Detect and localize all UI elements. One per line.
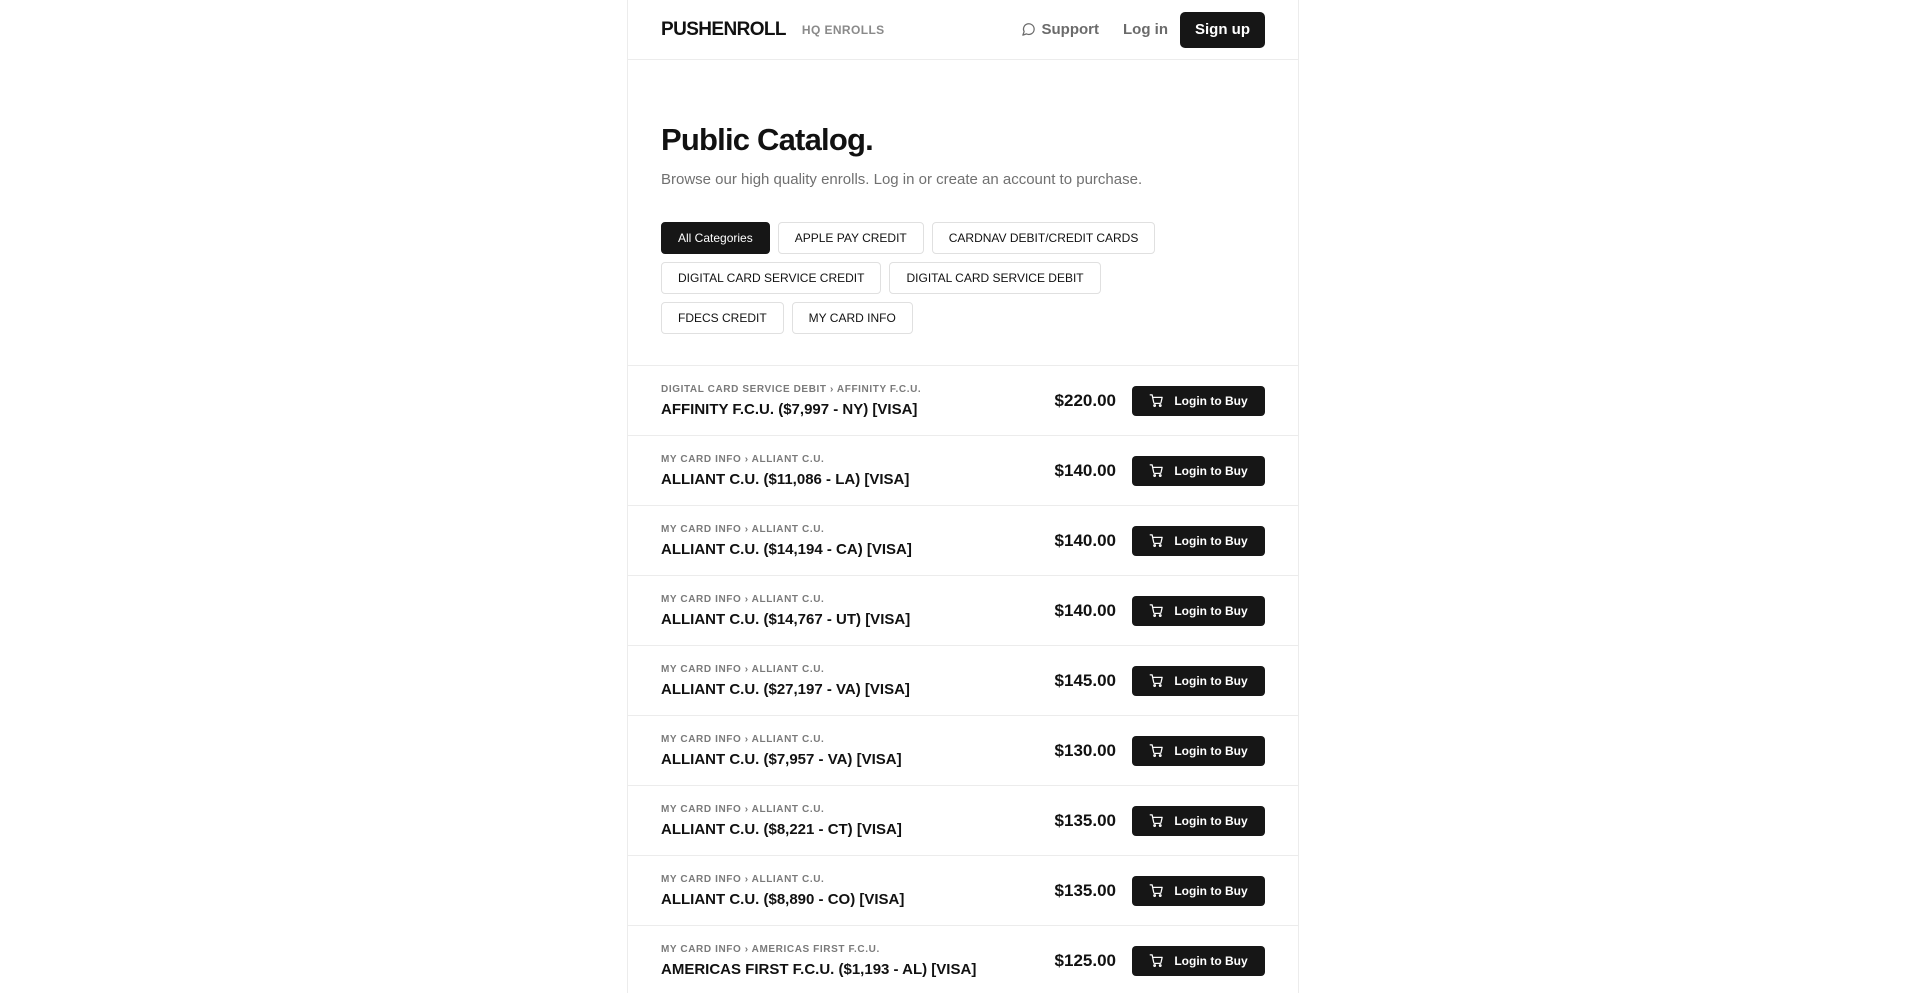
- brand-logo[interactable]: PUSHENROLL: [661, 18, 786, 40]
- product-title: ALLIANT C.U. ($14,767 - UT) [VISA]: [661, 610, 911, 628]
- product-info: [661, 454, 1055, 488]
- login-to-buy-button[interactable]: [1132, 946, 1265, 976]
- product-info: [661, 944, 1055, 978]
- product-info: [661, 664, 1055, 698]
- product-price: $220.00: [1054, 390, 1116, 410]
- filter-fdecs-credit[interactable]: FDECS CREDIT: [661, 302, 784, 334]
- product-breadcrumb: MY CARD INFO › ALLIANT C.U.: [661, 873, 825, 885]
- product-info: [661, 594, 1055, 628]
- product-title: AMERICAS FIRST F.C.U. ($1,193 - AL) [VISA]: [661, 960, 977, 978]
- product-info: [661, 524, 1055, 558]
- cart-icon: [1149, 743, 1164, 758]
- product-breadcrumb: DIGITAL CARD SERVICE DEBIT › AFFINITY F.C.U.: [661, 383, 922, 395]
- login-to-buy-button[interactable]: [1132, 456, 1265, 486]
- product-info: [661, 874, 1055, 908]
- cart-icon: [1149, 393, 1164, 408]
- product-row: [628, 716, 1298, 786]
- product-row: [628, 366, 1298, 436]
- product-breadcrumb: MY CARD INFO › ALLIANT C.U.: [661, 593, 825, 605]
- product-price: $140.00: [1054, 460, 1116, 480]
- buy-label: Login to Buy: [1174, 673, 1248, 688]
- login-to-buy-button[interactable]: [1132, 876, 1265, 906]
- product-title: ALLIANT C.U. ($14,194 - CA) [VISA]: [661, 540, 912, 558]
- brand-tagline: HQ ENROLLS: [801, 22, 885, 37]
- product-info: [661, 804, 1055, 838]
- buy-label: Login to Buy: [1174, 533, 1248, 548]
- buy-label: Login to Buy: [1174, 603, 1248, 618]
- login-to-buy-button[interactable]: [1132, 526, 1265, 556]
- buy-label: Login to Buy: [1174, 463, 1248, 478]
- buy-label: Login to Buy: [1174, 883, 1248, 898]
- buy-label: Login to Buy: [1174, 813, 1248, 828]
- cart-icon: [1149, 813, 1164, 828]
- catalog-hero: [628, 60, 1298, 334]
- cart-icon: [1149, 673, 1164, 688]
- signup-button[interactable]: Sign up: [1180, 12, 1265, 48]
- product-row: [628, 786, 1298, 856]
- product-row: [628, 506, 1298, 576]
- product-price: $130.00: [1054, 740, 1116, 760]
- page-container: [627, 0, 1299, 993]
- page-subtitle: Browse our high quality enrolls. Log in or create an account to purchase.: [661, 171, 1143, 188]
- cart-icon: [1149, 463, 1164, 478]
- product-title: ALLIANT C.U. ($8,890 - CO) [VISA]: [661, 890, 905, 908]
- product-row: [628, 576, 1298, 646]
- product-price: $135.00: [1054, 810, 1116, 830]
- login-to-buy-button[interactable]: [1132, 736, 1265, 766]
- product-price: $125.00: [1054, 950, 1116, 970]
- product-row: [628, 436, 1298, 506]
- support-link[interactable]: [1021, 21, 1100, 38]
- filter-my-card-info[interactable]: MY CARD INFO: [792, 302, 913, 334]
- login-to-buy-button[interactable]: [1132, 806, 1265, 836]
- login-link[interactable]: Log in: [1123, 21, 1168, 38]
- support-label: Support: [1041, 21, 1099, 38]
- buy-label: Login to Buy: [1174, 953, 1248, 968]
- product-title: AFFINITY F.C.U. ($7,997 - NY) [VISA]: [661, 400, 918, 418]
- buy-label: Login to Buy: [1174, 743, 1248, 758]
- product-breadcrumb: MY CARD INFO › ALLIANT C.U.: [661, 803, 825, 815]
- product-breadcrumb: MY CARD INFO › AMERICAS FIRST F.C.U.: [661, 943, 880, 955]
- product-row: [628, 926, 1298, 993]
- filter-all-categories[interactable]: All Categories: [661, 222, 770, 254]
- product-list: [628, 365, 1298, 993]
- product-row: [628, 646, 1298, 716]
- product-price: $140.00: [1054, 530, 1116, 550]
- page-title: Public Catalog.: [661, 122, 873, 157]
- product-info: [661, 734, 1055, 768]
- chat-bubble-icon: [1021, 22, 1036, 37]
- buy-label: Login to Buy: [1174, 393, 1248, 408]
- login-to-buy-button[interactable]: [1132, 386, 1265, 416]
- product-title: ALLIANT C.U. ($8,221 - CT) [VISA]: [661, 820, 902, 838]
- product-breadcrumb: MY CARD INFO › ALLIANT C.U.: [661, 523, 825, 535]
- cart-icon: [1149, 953, 1164, 968]
- product-price: $135.00: [1054, 880, 1116, 900]
- filter-cardnav-debit-credit-cards[interactable]: CARDNAV DEBIT/CREDIT CARDS: [932, 222, 1156, 254]
- filter-digital-card-service-credit[interactable]: DIGITAL CARD SERVICE CREDIT: [661, 262, 881, 294]
- product-price: $145.00: [1054, 670, 1116, 690]
- login-to-buy-button[interactable]: [1132, 596, 1265, 626]
- cart-icon: [1149, 883, 1164, 898]
- category-filters: [661, 222, 1221, 334]
- product-price: $140.00: [1054, 600, 1116, 620]
- product-breadcrumb: MY CARD INFO › ALLIANT C.U.: [661, 733, 825, 745]
- product-title: ALLIANT C.U. ($7,957 - VA) [VISA]: [661, 750, 902, 768]
- filter-digital-card-service-debit[interactable]: DIGITAL CARD SERVICE DEBIT: [889, 262, 1100, 294]
- login-to-buy-button[interactable]: [1132, 666, 1265, 696]
- top-nav: [628, 0, 1298, 60]
- filter-apple-pay-credit[interactable]: APPLE PAY CREDIT: [778, 222, 924, 254]
- cart-icon: [1149, 603, 1164, 618]
- product-info: [661, 384, 1055, 418]
- cart-icon: [1149, 533, 1164, 548]
- product-breadcrumb: MY CARD INFO › ALLIANT C.U.: [661, 453, 825, 465]
- product-title: ALLIANT C.U. ($27,197 - VA) [VISA]: [661, 680, 910, 698]
- product-breadcrumb: MY CARD INFO › ALLIANT C.U.: [661, 663, 825, 675]
- product-title: ALLIANT C.U. ($11,086 - LA) [VISA]: [661, 470, 910, 488]
- product-row: [628, 856, 1298, 926]
